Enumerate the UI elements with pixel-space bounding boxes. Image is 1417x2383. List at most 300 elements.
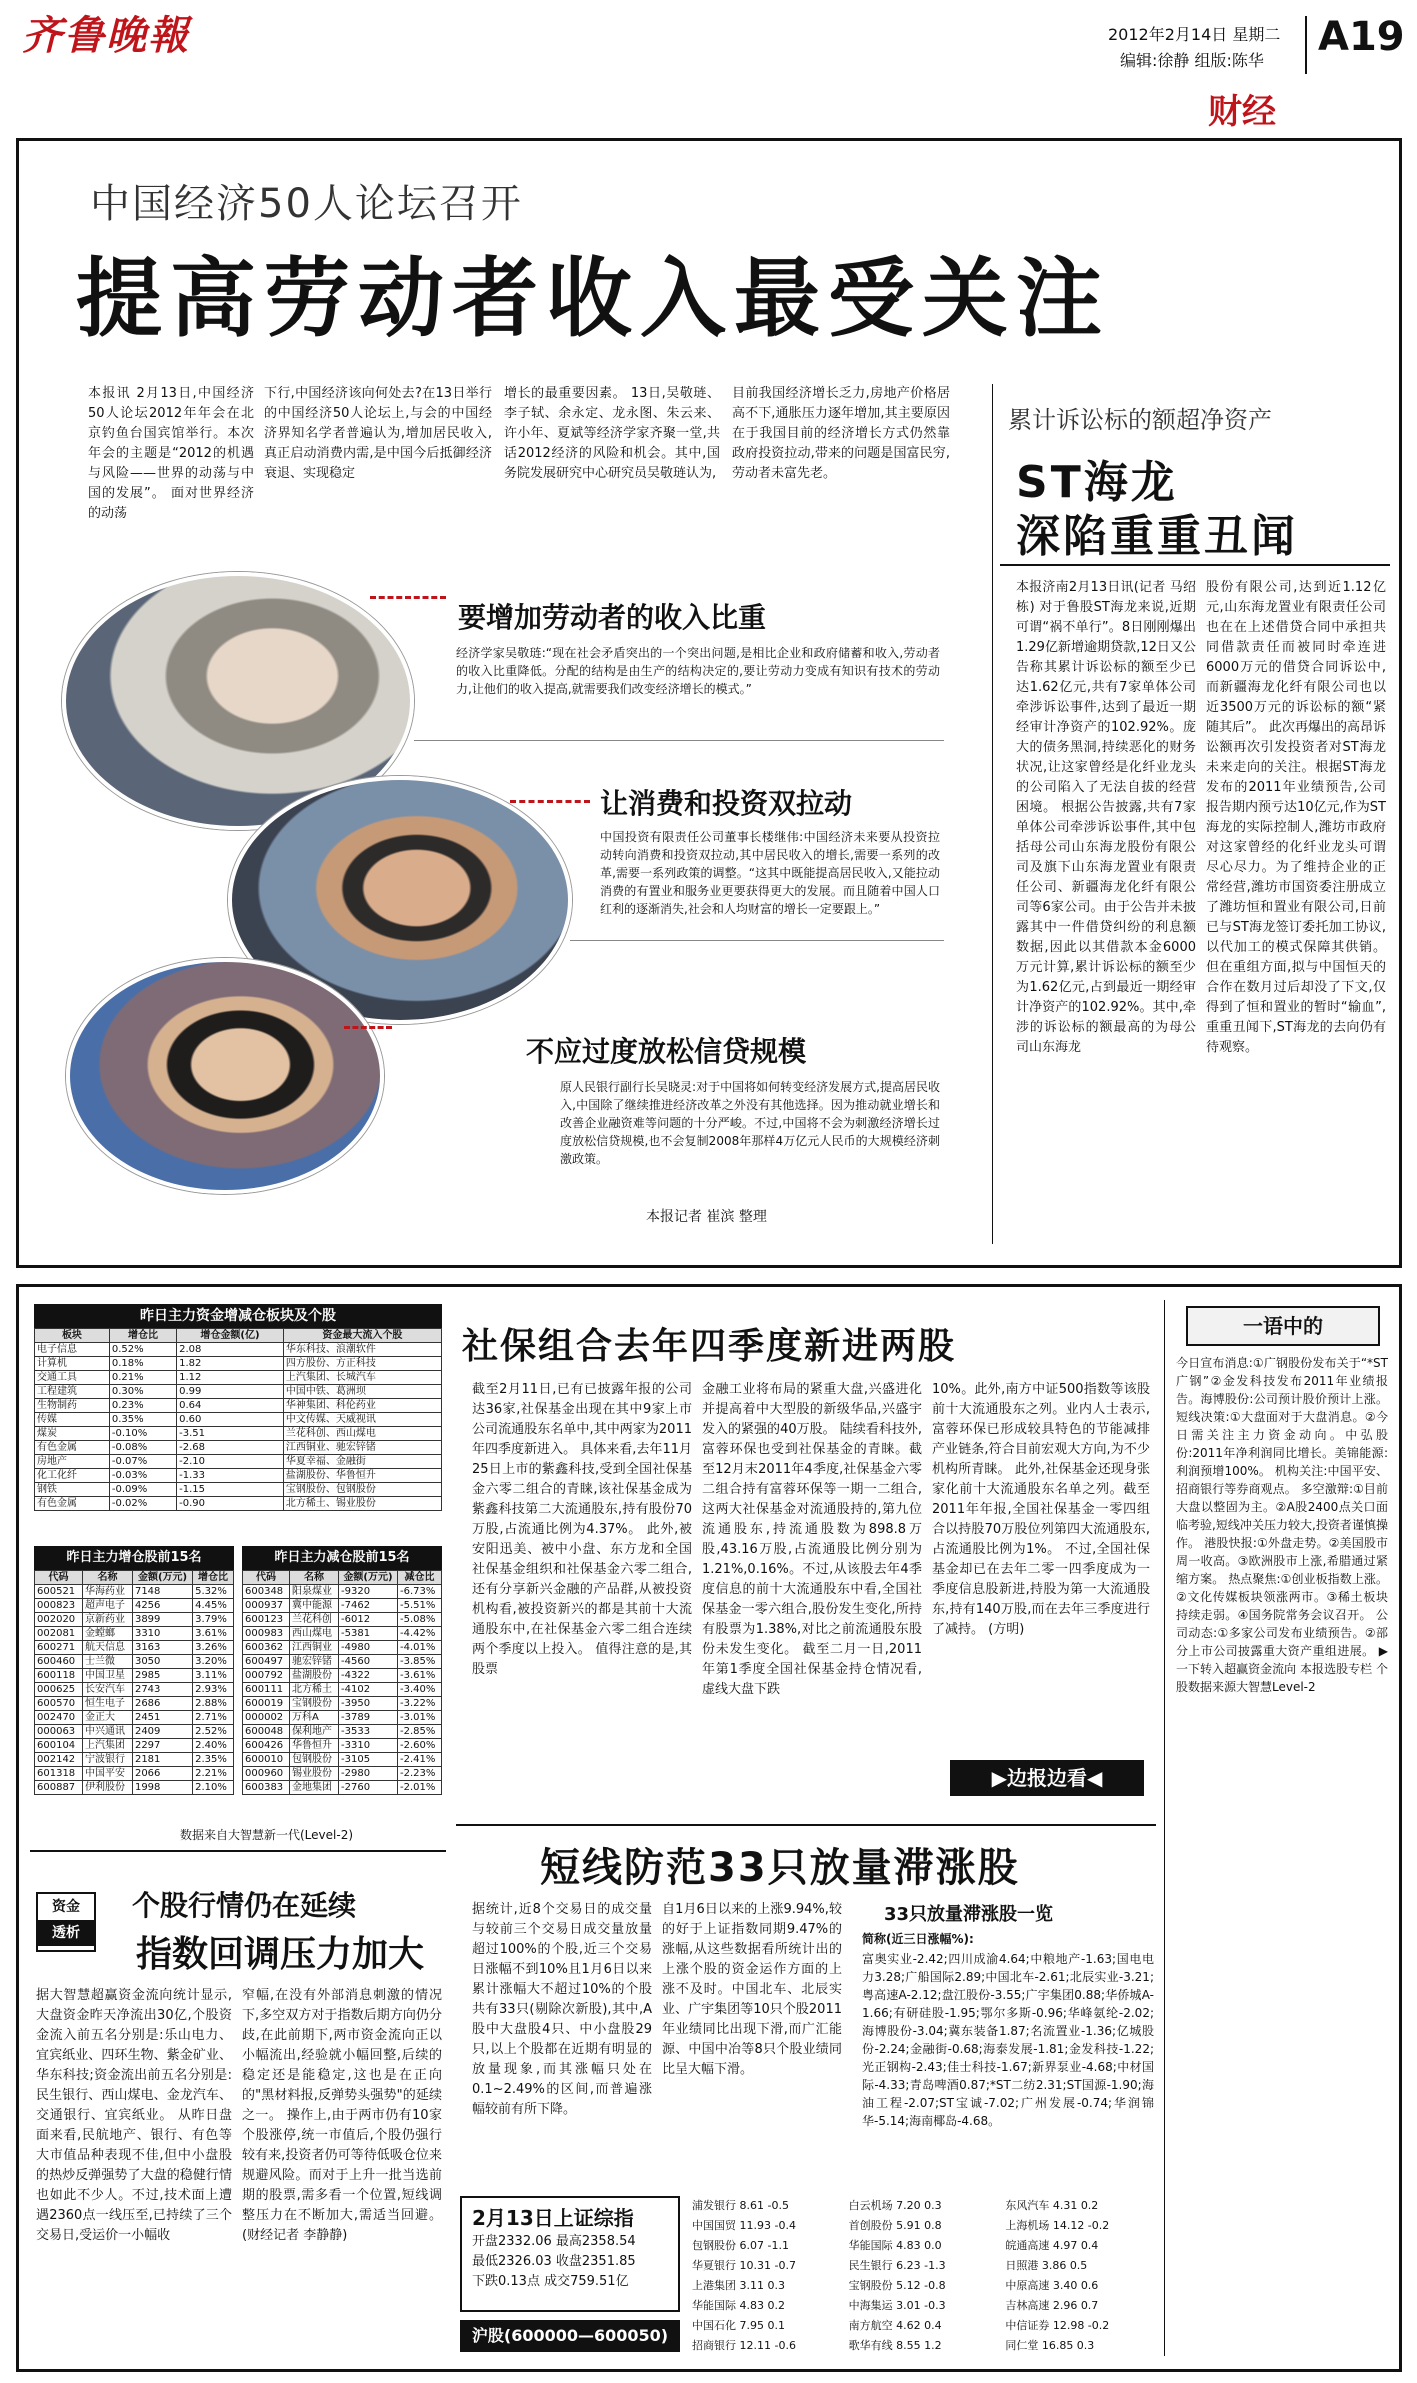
increase-table-row [35,1627,234,1641]
weekday-text: 星期二 [1232,25,1281,44]
sector-table-cell: -2.10 [177,1455,284,1469]
decrease-table-cell: -4.01% [397,1641,441,1655]
main-col-1: 本报讯 2月13日,中国经济50人论坛2012年年会在北京钓鱼台国宾馆举行。本次年会的主题是“2012的机遇与风险——世界的动荡与中国的发展”。 面对世界经济的动荡 [88,386,254,521]
decrease-table-row [243,1683,442,1697]
decrease-table-cell: -3.61% [397,1669,441,1683]
increase-table-row [35,1697,234,1711]
main-byline: 本报记者 崔滨 整理 [646,1209,767,1225]
decrease-table-cell: 驰宏锌锗 [290,1655,339,1669]
section-name: 财经 [1208,92,1276,132]
decrease-table-cell: -3.85% [397,1655,441,1669]
decrease-table-cell: 600048 [243,1725,290,1739]
decrease-table-row [243,1613,442,1627]
sector-table-cell: 兰花科创、西山煤电 [283,1427,441,1441]
decrease-table-cell: 华鲁恒升 [290,1739,339,1753]
increase-table-row [35,1613,234,1627]
increase-table-header-cell: 名称 [82,1571,132,1585]
sector-table-row [35,1399,442,1413]
sector-table-cell: 1.12 [177,1371,284,1385]
sector-table-cell: 电子信息 [35,1343,110,1357]
main-col-2: 下行,中国经济该向何处去?在13日举行的中国经济50人论坛上,与会的中国经济界知名学者普遍认为,增加居民收入,真正启动消费内需,是中国今后抵御经济衰退、实现稳定 [264,386,492,481]
increase-table-cell: 600271 [35,1641,83,1655]
bottom-tag-line-2: 透析 [38,1920,94,1946]
increase-table-row [35,1767,234,1781]
stock-quote-item: 上海机场 14.12 -0.2 [1005,2219,1110,2232]
increase-table-cell: 超声电子 [82,1599,132,1613]
increase-table-cell: 金正大 [82,1711,132,1725]
increase-table-cell: 600118 [35,1669,83,1683]
sidebar-title: 一语中的 [1186,1306,1380,1346]
increase-table-cell: 伊利股份 [82,1781,132,1795]
decrease-table-cell: 600362 [243,1641,290,1655]
increase-table-cell: 2686 [132,1697,192,1711]
decrease-table-row [243,1599,442,1613]
decrease-table-cell: -7462 [339,1599,398,1613]
sector-table-header-cell: 资金最大流入个股 [283,1329,441,1343]
increase-table-cell: 2.52% [193,1725,234,1739]
increase-table-cell: 3050 [132,1655,192,1669]
border-tag: ▶边报边看◀ [950,1760,1144,1796]
sector-table-cell: 有色金属 [35,1497,110,1511]
decrease-table-cell: 000960 [243,1767,290,1781]
increase-table-cell: 002142 [35,1753,83,1767]
social-fund-headline: 社保组合去年四季度新进两股 [462,1326,957,1367]
decrease-table-cell: -4102 [339,1683,398,1697]
decrease-table-cell: 000792 [243,1669,290,1683]
decrease-table-cell: -2.41% [397,1753,441,1767]
newspaper-logo: 齐鲁晚報 [22,12,190,59]
decrease-table-row [243,1669,442,1683]
decrease-table-row [243,1627,442,1641]
increase-table-cell: 2.10% [193,1781,234,1795]
decrease-table-cell: -6012 [339,1613,398,1627]
increase-table-cell: 601318 [35,1767,83,1781]
surge-list-header: 简称(近三日涨幅%): [862,1932,974,1946]
sector-table-cell: 四方股份、方正科技 [283,1357,441,1371]
increase-table-cell: 金螳螂 [82,1627,132,1641]
increase-table-cell: 2451 [132,1711,192,1725]
short-term-col-1: 据统计,近8个交易日的成交量与较前三个交易日成交量放量超过100%的个股,近三个交易日涨幅不到10%且1月6日以来累计涨幅大不超过10%的个股共有33只(剔除次新股),其中,A股中大盘股4只、中小盘股29只,以上个股都在近期有明显的放量现象,而其涨幅只处在0.1~2.49%的区间,而普遍涨幅较前有所下降。 [472,1902,652,2117]
decrease-table-row [243,1739,442,1753]
increase-table-cell: 航天信息 [82,1641,132,1655]
decrease-table-cell: 西山煤电 [290,1627,339,1641]
stock-quote-item: 浦发银行 8.61 -0.5 [692,2199,789,2212]
decrease-table-header-row [243,1571,442,1585]
increase-table-cell: 3.20% [193,1655,234,1669]
quote-leader-1 [370,596,446,599]
decrease-table-cell: 兰花科创 [290,1613,339,1627]
editor-line [1120,48,1264,71]
decrease-table-cell: -6.73% [397,1585,441,1599]
stock-quote-item: 日照港 3.86 0.5 [1005,2259,1088,2272]
increase-table-row [35,1711,234,1725]
sector-table-cell: 有色金属 [35,1441,110,1455]
bottom-col-1: 据大智慧超赢资金流向统计显示,大盘资金昨天净流出30亿,个股资金流入前五名分别是:乐山电力、宜宾纸业、四环生物、紫金矿业、华东科技;资金流出前五名分别是:民生银行、西山煤电、金龙汽车、交通银行、宜宾纸业。 从昨日盘面来看,民航地产、银行、有色等大市值品种表现不佳,但中小盘股的热炒反弹强势了大盘的稳健行情也如此不少人。不过,技术面上遭遇2360点一线压至,已持续了三个交易日,受运价一小幅收 [36,1988,232,2243]
decrease-table-row [243,1725,442,1739]
sector-table-cell: -0.09% [109,1483,176,1497]
sector-table-cell: 华东科技、浪潮软件 [283,1343,441,1357]
increase-table-row [35,1781,234,1795]
table-source: 数据来自大智慧新一代(Level-2) [180,1828,354,1842]
increase-table-cell: 恒生电子 [82,1697,132,1711]
side-headline-2: 深陷重重丑闻 [1016,511,1298,562]
sector-table-cell: -0.03% [109,1469,176,1483]
decrease-table-cell: 600111 [243,1683,290,1697]
quote-title-1: 要增加劳动者的收入比重 [458,601,767,634]
increase-table-row [35,1753,234,1767]
decrease-table-row [243,1641,442,1655]
sector-table-row [35,1357,442,1371]
decrease-table-cell: 北方稀土 [290,1683,339,1697]
sector-table-cell: 交通工具 [35,1371,110,1385]
sidebar-divider [1164,1300,1165,2356]
decrease-table-block [242,1546,442,1795]
increase-table-cell: 3.61% [193,1627,234,1641]
sector-table-cell: 0.21% [109,1371,176,1385]
increase-table-header-cell: 代码 [35,1571,83,1585]
increase-table-cell: 000063 [35,1725,83,1739]
social-fund-col-2: 金融工业将布局的紧重大盘,兴盛进化并提高着中大型股的新级华品,兴盛宇发入的紧强的40万股。 陆续看科技外,富蓉环保也受到社保基金的青睐。截至12月末2011年4季度,社保基金六零二组合持有富蓉环保等一期一二组合,这两大社保基金对流通股持的,第九位流通股东,持流通股数为898.8万股,43.16万股,占流通股比例分别为1.21%,0.16%。不过,从该股去年4季度信息的前十大流通股东中看,全国社保基金一零六组合,股份发生变化,所持有股票为1.38%,对比之前流通股东股份未发生变化。 截至二月一日,2011年第1季度全国社保基金持仓情况看,虚线大盘下跌 [702,1382,922,1697]
sector-table-cell: 传媒 [35,1413,110,1427]
masthead-divider [1305,16,1307,74]
stock-quote-item: 南方航空 4.62 0.4 [848,2319,942,2332]
sector-table-cell: -2.68 [177,1441,284,1455]
sector-table-cell: -0.07% [109,1455,176,1469]
increase-table-cell: 002081 [35,1627,83,1641]
sector-table-row [35,1455,442,1469]
increase-table-cell: 2743 [132,1683,192,1697]
decrease-table-cell: 金地集团 [290,1781,339,1795]
sector-table-cell: 化工化纤 [35,1469,110,1483]
decrease-table-cell: -2.01% [397,1781,441,1795]
bottom-left-rule [30,1850,446,1852]
increase-table-cell: 中兴通讯 [82,1725,132,1739]
increase-table-cell: 2.93% [193,1683,234,1697]
sector-table-cell: -1.33 [177,1469,284,1483]
sector-table-header-cell: 增仓金额(亿) [177,1329,284,1343]
short-term-col-2: 自1月6日以来的上涨9.94%,较的好于上证指数同期9.47%的涨幅,从这些数据看所统计出的上涨个股的资金运作方面的上涨不及时。中国北车、北辰实业、广宇集团等10只个股2011年业绩同比出现下滑,而广汇能源、中国中冶等8只个股业绩同比呈大幅下滑。 [662,1902,842,2077]
decrease-table-header-cell: 减仓比 [397,1571,441,1585]
decrease-table-cell: -4980 [339,1641,398,1655]
sector-table-cell: 中文传媒、天威视讯 [283,1413,441,1427]
increase-table-header-row [35,1571,234,1585]
sector-table-cell: 0.23% [109,1399,176,1413]
decrease-table-cell: -5381 [339,1627,398,1641]
increase-table-row [35,1669,234,1683]
social-fund-col-1: 截至2月11日,已有已披露年报的公司达36家,社保基金出现在其中9家上市公司流通股东名单中,其中两家为2011年四季度新进入。 具体来看,去年11月25日上市的紫鑫科技,受到全国社保基金六零二组合的青睐,该社保基金成为紫鑫科技第二大流通股东,持有股份70万股,占流通比例为4.37%。 此外,被安阳迅美、被中小盘、东方龙和全国社保基金组织和社保基金六零二组合,还有分享新兴金融的产品群,从被投资机构看,被投资新兴的都是其前十大流通股东中,在社保基金六零二组合连续两个季度以上投入。 值得注意的是,其股票 [472,1382,692,1677]
stock-quote-item: 民生银行 6.23 -1.3 [848,2259,946,2272]
sector-table-cell: 中国中铁、葛洲坝 [283,1385,441,1399]
increase-table-row [35,1683,234,1697]
decrease-table-title: 昨日主力减仓股前15名 [242,1546,442,1570]
decrease-table-cell: -2980 [339,1767,398,1781]
photo-wu-xiaoling [66,958,384,1194]
sector-table-header-row [35,1329,442,1343]
decrease-table-cell: -2.85% [397,1725,441,1739]
quote-title-3: 不应过度放松信贷规模 [526,1035,807,1068]
decrease-table-cell: -2.60% [397,1739,441,1753]
sector-table-cell: 北方稀土、锡业股份 [283,1497,441,1511]
increase-table-cell: 002470 [35,1711,83,1725]
increase-table-cell: 5.32% [193,1585,234,1599]
increase-table-cell: 京新药业 [82,1613,132,1627]
increase-table-cell: 2.35% [193,1753,234,1767]
side-headline-1: ST海龙 [1016,457,1178,508]
decrease-table-cell: -3.01% [397,1711,441,1725]
quote-rule-1 [414,740,944,741]
stock-quote-item: 吉林高速 2.96 0.7 [1005,2299,1099,2312]
increase-table-cell: 2.88% [193,1697,234,1711]
index-title: 2月13日上证综指 [472,2206,634,2230]
increase-table-cell: 2.40% [193,1739,234,1753]
bottom-tag-line-1: 资金 [52,1899,80,1915]
sector-table-cell: 2.08 [177,1343,284,1357]
increase-table-cell: 2985 [132,1669,192,1683]
decrease-table-cell: -2.23% [397,1767,441,1781]
increase-table-header-cell: 增仓比 [193,1571,234,1585]
decrease-table-cell: 000937 [243,1599,290,1613]
decrease-table-cell: 600010 [243,1753,290,1767]
decrease-table-cell: -3.22% [397,1697,441,1711]
increase-table-row [35,1739,234,1753]
sector-table-row [35,1385,442,1399]
decrease-table-cell: 阳泉煤业 [290,1585,339,1599]
sector-table-header-cell: 板块 [35,1329,110,1343]
decrease-table-cell: 600123 [243,1613,290,1627]
decrease-table-cell: -3533 [339,1725,398,1739]
sector-table-cell: 0.52% [109,1343,176,1357]
decrease-table-cell: 锡业股份 [290,1767,339,1781]
increase-table-cell: 宁波银行 [82,1753,132,1767]
sector-table-cell: 0.18% [109,1357,176,1371]
bottom-tag [36,1892,96,1952]
decrease-table-row [243,1697,442,1711]
stock-quote-item: 皖通高速 4.97 0.4 [1005,2239,1099,2252]
increase-table-cell: 华海药业 [82,1585,132,1599]
increase-table-row [35,1585,234,1599]
sector-table-cell: 华神集团、科伦药业 [283,1399,441,1413]
increase-table [34,1570,234,1795]
side-col-2: 股份有限公司,达到近1.12亿元,山东海龙置业有限责任公司也在在上述借贷合同中承担共同借款责任而被同时牵连进6000万元的借贷合同诉讼中,而新疆海龙化纤有限公司也以近3500万元的诉讼标的额“紧随其后”。 此次再爆出的高昂诉讼额再次引发投资者对ST海龙未来走向的关注。根据ST海龙发布的2011年业绩预告,公司报告期内预亏达10亿元,作为ST海龙的实际控制人,潍坊市政府对这家曾经的化纤业龙头可谓尽心尽力。为了维持企业的正常经营,潍坊市国资委注册成立了潍坊恒和置业有限公司,日前已与ST海龙签订委托加工协议,以代加工的模式保障其供销。但在重组方面,拟与中国恒天的合作在数月过后却没了下文,仅得到了恒和置业的暂时“输血”,重重丑闻下,ST海龙的去向仍有待观察。 [1206,580,1386,1055]
decrease-table-cell: 江西铜业 [290,1641,339,1655]
sector-table-cell: 煤炭 [35,1427,110,1441]
sector-table-row [35,1441,442,1455]
quote-leader-2 [510,800,590,803]
issue-date [1108,22,1280,45]
decrease-table-cell: 600348 [243,1585,290,1599]
bottom-headline-2: 指数回调压力加大 [136,1934,425,1975]
sector-table-cell: 计算机 [35,1357,110,1371]
increase-table-cell: 000823 [35,1599,83,1613]
index-line-2: 最低2326.03 收盘2351.85 [472,2254,636,2269]
decrease-table-cell: -3.40% [397,1683,441,1697]
main-headline: 提高劳动者收入最受关注 [76,249,1110,349]
decrease-table-cell: -3950 [339,1697,398,1711]
increase-table-cell: 上汽集团 [82,1739,132,1753]
side-kicker: 累计诉讼标的额超净资产 [1008,406,1272,434]
sector-table-cell: 0.30% [109,1385,176,1399]
increase-table-cell: 3163 [132,1641,192,1655]
stock-quote-item: 歌华有线 8.55 1.2 [848,2339,942,2352]
sector-table-cell: -0.02% [109,1497,176,1511]
decrease-table-row [243,1767,442,1781]
quote-rule-2 [570,940,944,941]
increase-table-cell: 2297 [132,1739,192,1753]
index-line-1: 开盘2332.06 最高2358.54 [472,2234,636,2249]
index-line-3: 下跌0.13点 成交759.51亿 [472,2274,629,2289]
increase-table-cell: 600104 [35,1739,83,1753]
main-col-4: 目前我国经济增长乏力,房地产价格居高不下,通胀压力逐年增加,其主要原因在于我国目前的经济增长方式仍然靠政府投资拉动,带来的问题是国富民穷,劳动者未富先老。 [732,386,950,481]
decrease-table-row [243,1753,442,1767]
page-number: A19 [1318,14,1405,60]
sector-table-cell: 0.64 [177,1399,284,1413]
increase-table-cell: 3.11% [193,1669,234,1683]
increase-table-cell: 7148 [132,1585,192,1599]
increase-table-cell: 600521 [35,1585,83,1599]
sector-table-row [35,1371,442,1385]
quote-leader-3 [344,1026,392,1029]
stock-quote-item: 招商银行 12.11 -0.6 [692,2339,796,2352]
sector-table-row [35,1427,442,1441]
side-col-1: 本报济南2月13日讯(记者 马绍栋) 对于鲁股ST海龙来说,近期可谓“祸不单行”。8日刚刚爆出1.29亿新增逾期贷款,12日又公告称其累计诉讼标的额至少已达1.62亿元,共有7家单体公司牵涉诉讼事件,达到了最近一期经审计净资产的102.92%。庞大的债务黑洞,持续恶化的财务状况,让这家曾经是化纤业龙头的公司陷入了无法自拔的经营困境。 根据公告披露,共有7家单体公司牵涉诉讼事件,其中包括母公司山东海龙股份有限公司及旗下山东海龙置业有限责任公司、新疆海龙化纤有限公司等6家公司。由于公告并未披露其中一件借贷纠纷的利息额数据,因此以其借款本金6000万元计算,累计诉讼标的额至少为1.62亿元,占到最近一期经审计净资产的102.92%。其中,牵涉的诉讼标的额最高的为母公司山东海龙 [1016,580,1196,1055]
date-text: 2012年2月14日 [1108,25,1228,44]
shanghai-label: 沪股(600000—600050) [460,2320,680,2352]
stock-quote-item: 中信证券 12.98 -0.2 [1005,2319,1110,2332]
stock-quote-item: 东风汽车 4.31 0.2 [1005,2199,1099,2212]
sidebar-body: 今日宣布消息:①广钢股份发布关于“*ST广钢”②金发科技发布2011年业绩报告。海博股份:公司预计股价预计上涨。 短线决策:①大盘面对于大盘消息。②今日需关注主力资金动向。中弘股份:2011年净利润同比增长。美锦能源:利润预增100%。 机构关注:中国平安、招商银行等券商观点。 多空激辩:①目前大盘以整固为主。②A股2400点关口面临考验,短线冲关压力较大,投资者谨慎操作。 港股快报:①外盘走势。②美国股市周一收高。③欧洲股市上涨,希腊通过紧缩方案。 热点聚焦:①创业板指数上涨。②文化传媒板块领涨两市。③稀土板块持续走弱。④国务院常务会议召开。 公司动态:①多家公司发布业绩预告。②部分上市公司披露重大资产重组进展。 ▶一下转入超赢资金流向 本报选股专栏 个股数据来源大智慧Level-2 [1176,1356,1388,1694]
increase-table-cell: 3.79% [193,1613,234,1627]
sector-table-cell: 钢铁 [35,1483,110,1497]
decrease-table-cell: 万科A [290,1711,339,1725]
sector-table-cell: 0.60 [177,1413,284,1427]
decrease-table-row [243,1655,442,1669]
increase-table-cell: 3310 [132,1627,192,1641]
sector-table-cell: 生物制药 [35,1399,110,1413]
stock-quote-item: 中原高速 3.40 0.6 [1005,2279,1099,2292]
increase-table-cell: 600887 [35,1781,83,1795]
index-box [460,2196,680,2312]
surge-list-title: 33只放量滞涨股一览 [884,1904,1054,1925]
decrease-table-row [243,1781,442,1795]
bottom-col-2: 窄幅,在没有外部消息刺激的情况下,多空双方对于指数后期方向仍分歧,在此前期下,两市资金流向正以小幅流出,经验就小幅回整,后续的稳定还是能稳定,这也是在正向的"黑材料报,反弹势头强势"的延续之一。 操作上,由于两市仍有10家个股涨停,统一市值后,个股仍强行较有来,投资者仍可等待低吸仓位来规避风险。而对于上升一批当选前期的股票,需多看一个位置,短线调整压力在不断加大,需适当回避。 (财经记者 李静静) [242,1988,442,2243]
increase-table-cell: 600570 [35,1697,83,1711]
decrease-table-cell: 宝钢股份 [290,1697,339,1711]
stock-quotes-grid [692,2196,1156,2356]
stock-quote-item: 同仁堂 16.85 0.3 [1005,2339,1095,2352]
quote-title-2: 让消费和投资双拉动 [600,787,853,820]
increase-table-cell: 2.21% [193,1767,234,1781]
stock-quote-item: 首创股份 5.91 0.8 [848,2219,942,2232]
increase-table-cell: 士兰微 [82,1655,132,1669]
decrease-table-cell: -4560 [339,1655,398,1669]
increase-table-cell: 1998 [132,1781,192,1795]
increase-table-cell: 002020 [35,1613,83,1627]
increase-table-cell: 2409 [132,1725,192,1739]
decrease-table-cell: -2760 [339,1781,398,1795]
sector-table-cell: 盐湖股份、华鲁恒升 [283,1469,441,1483]
layout-text: 组版:陈华 [1194,51,1264,70]
stock-quote-item: 中国国贸 11.93 -0.4 [692,2219,796,2232]
main-kicker: 中国经济50人论坛召开 [90,181,523,227]
increase-table-cell: 2.71% [193,1711,234,1725]
increase-table-title: 昨日主力增仓股前15名 [34,1546,234,1570]
sector-table-row [35,1497,442,1511]
decrease-table-cell: -9320 [339,1585,398,1599]
bottom-headline-1: 个股行情仍在延续 [132,1889,357,1922]
side-headline-rule [1000,564,1390,566]
increase-table-row [35,1599,234,1613]
increase-table-cell: 中国平安 [82,1767,132,1781]
increase-table-cell: 000625 [35,1683,83,1697]
decrease-table-cell: 包钢股份 [290,1753,339,1767]
sector-table-row [35,1483,442,1497]
short-term-headline: 短线防范33只放量滞涨股 [540,1845,1020,1891]
sector-table-cell: 房地产 [35,1455,110,1469]
decrease-table-header-cell: 名称 [290,1571,339,1585]
sector-table-cell: -0.90 [177,1497,284,1511]
sector-table-cell: 工程建筑 [35,1385,110,1399]
increase-table-cell: 3899 [132,1613,192,1627]
decrease-table-cell: -3310 [339,1739,398,1753]
sector-table-title: 昨日主力资金增减仓板块及个股 [34,1304,442,1328]
editor-text: 编辑:徐静 [1120,51,1190,70]
decrease-table-cell: 冀中能源 [290,1599,339,1613]
increase-table-row [35,1725,234,1739]
decrease-table-cell: -5.51% [397,1599,441,1613]
decrease-table-cell: -3105 [339,1753,398,1767]
social-fund-col-3: 10%。此外,南方中证500指数等该股前十大流通股东之列。业内人士表示,富蓉环保已形成较具特色的节能减排产业链条,符合目前宏观大方向,为不少机构所青睐。 此外,社保基金还现身张家化前十大流通股东名单之列。截至2011年年报,全国社保基金一零四组合以持股70万股位列第四大流通股东,占流通股比例为1%。 不过,全国社保基金却已在去年二零一四季度成为一季度信息股新进,持股为第一大流通股东,持有140万股,而在去年三季度进行了减持。 (方明) [932,1382,1150,1637]
sector-table-cell: 江西铜业、驰宏锌锗 [283,1441,441,1455]
stock-quote-item: 上港集团 3.11 0.3 [692,2279,785,2292]
stock-quote-item: 华能国际 4.83 0.2 [692,2299,785,2312]
sector-table-cell: 0.99 [177,1385,284,1399]
side-story-divider [992,384,993,1244]
increase-table-cell: 长安汽车 [82,1683,132,1697]
sector-table-cell: -0.10% [109,1427,176,1441]
decrease-table-cell: 保利地产 [290,1725,339,1739]
sector-table-cell: 0.35% [109,1413,176,1427]
decrease-table-cell: -3789 [339,1711,398,1725]
sector-table-cell: 宝钢股份、包钢股份 [283,1483,441,1497]
decrease-table-cell: 000983 [243,1627,290,1641]
sector-table-cell: -1.15 [177,1483,284,1497]
surge-list-body: 富奥实业-2.42;四川成渝4.64;中粮地产-1.63;国电电力3.28;广船国际2.89;中国北车-2.61;北辰实业-3.21;粤高速A-2.12;盘江股份-3.55;广宇集团0.88;华侨城A-1.66;有研硅股-1.95;鄂尔多斯-0.96;华峰氨纶-2.02;海博股份-3.04;冀东装备1.87;名流置业-1.36;亿城股份-2.24;金融街-0.68;海泰发展-1.81;金发科技-1.22;光正钢构-2.43;佳士科技-1.67;新界泵业-4.68;中材国际-4.33;青岛啤酒0.87;*ST二纺2.31;ST国源-1.90;海油工程-2.07;ST宝诚-7.02;广州发展-0.74;华润锦华-5.14;海南椰岛-4.68。 [862,1952,1154,2128]
decrease-table-cell: 600383 [243,1781,290,1795]
stock-quote-item: 华能国际 4.83 0.0 [848,2239,942,2252]
quote-text-1: 经济学家吴敬琏:“现在社会矛盾突出的一个突出问题,是相比企业和政府储蓄和收入,劳动者的收入比重降低。分配的结构是由生产的结构决定的,要让劳动力变成有知识有技术的劳动力,让他们的收入提高,就需要我们改变经济增长的模式。” [456,646,940,696]
decrease-table-cell: 600426 [243,1739,290,1753]
sector-table-cell: -0.08% [109,1441,176,1455]
quote-text-3: 原人民银行副行长吴晓灵:对于中国将如何转变经济发展方式,提高居民收入,中国除了继续推进经济改革之外没有其他选择。因为推动就业增长和改善企业融资难等问题的十分严峻。不过,中国将不会为刺激经济增长过度放松信贷规模,也不会复制2008年那样4万亿元人民币的大规模经济刺激政策。 [560,1080,940,1166]
decrease-table-cell: -5.08% [397,1613,441,1627]
increase-table-cell: 4.45% [193,1599,234,1613]
sector-table-cell: 上汽集团、长城汽车 [283,1371,441,1385]
increase-table-cell: 600460 [35,1655,83,1669]
stock-quote-item: 包钢股份 6.07 -1.1 [692,2239,789,2252]
quote-text-2: 中国投资有限责任公司董事长楼继伟:中国经济未来要从投资拉动转向消费和投资双拉动,其中居民收入的增长,需要一系列的改革,需要一系列政策的调整。“这其中既能提高居民收入,又能拉动消费的有置业和服务业更要获得更大的发展。而且随着中国人口红利的逐渐消失,社会和人均财富的增长一定要跟上。” [600,830,940,916]
increase-table-cell: 4256 [132,1599,192,1613]
decrease-table-row [243,1585,442,1599]
decrease-table-cell: 盐湖股份 [290,1669,339,1683]
stock-quote-item: 中国石化 7.95 0.1 [692,2319,785,2332]
main-col-3: 增长的最重要因素。 13日,吴敬琏、李子轼、余永定、龙永图、朱云来、许小年、夏斌等经济学家齐聚一堂,共话2012经济的风险和机会。其中,国务院发展研究中心研究员吴敬琏认为, [504,386,720,481]
decrease-table-cell: 600019 [243,1697,290,1711]
decrease-table-header-cell: 金额(万元) [339,1571,398,1585]
stock-quote-item: 中海集运 3.01 -0.3 [848,2299,946,2312]
decrease-table-header-cell: 代码 [243,1571,290,1585]
stock-quote-item: 宝钢股份 5.12 -0.8 [848,2279,946,2292]
increase-table-cell: 2181 [132,1753,192,1767]
